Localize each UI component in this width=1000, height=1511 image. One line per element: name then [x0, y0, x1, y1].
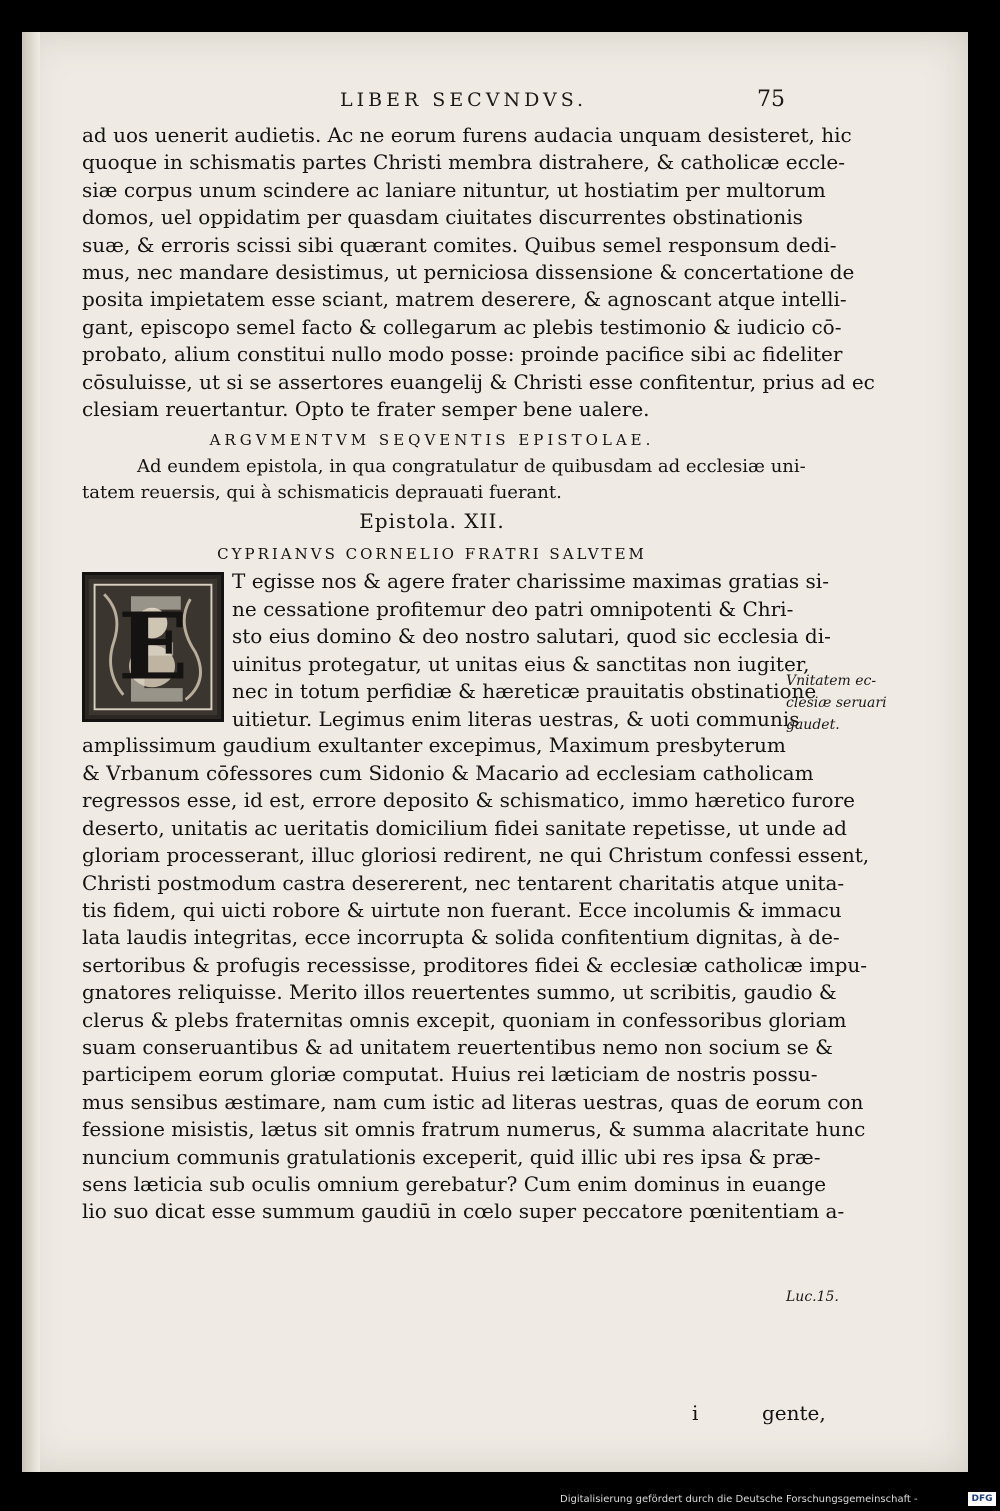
- argument-line: tatem reuersis, qui à schismaticis deprauati fuerant.: [82, 482, 562, 504]
- catchword: gente,: [762, 1401, 826, 1425]
- argument-heading: ARGVMENTVM SEQVENTIS EPISTOLAE.: [209, 431, 655, 450]
- text-line: fessione misistis, lætus sit omnis fratrum numerus, & summa alacritate hunc: [82, 1117, 866, 1142]
- text-line: domos, uel oppidatim per quasdam ciuitates discurrentes obstinationis: [82, 205, 803, 230]
- marginal-line: Vnitatem ec-: [786, 673, 877, 689]
- text-line: T egisse nos & agere frater charissime maximas gratias si-: [232, 569, 829, 594]
- signature-mark: i: [692, 1401, 699, 1425]
- text-line: quoque in schismatis partes Christi membra distrahere, & catholicæ eccle-: [82, 150, 846, 175]
- initial-letter: E: [117, 593, 189, 702]
- text-line: gloriam processerant, illuc gloriosi redirent, ne qui Christum confessi essent,: [82, 843, 870, 868]
- argument-line: Ad eundem epistola, in qua congratulatur de quibusdam ad ecclesiæ uni-: [137, 456, 806, 478]
- page-gutter: [22, 32, 40, 1472]
- epistle-number: Epistola. XII.: [359, 509, 505, 534]
- epistle-address: CYPRIANVS CORNELIO FRATRI SALVTEM: [217, 545, 647, 564]
- text-line: amplissimum gaudium exultanter excepimus, Maximum presbyterum: [82, 733, 786, 758]
- marginal-reference: Luc.15.: [786, 1289, 839, 1305]
- text-line: sens læticia sub oculis omnium gerebatur? Cum enim dominus in euange: [82, 1171, 827, 1196]
- text-line: uinitus protegatur, ut unitas eius & sanctitas non iugiter,: [232, 651, 810, 676]
- text-line: clerus & plebs fraternitas omnis excepit, quoniam in confessoribus gloriam: [82, 1007, 847, 1032]
- text-line: ne cessatione profitemur deo patri omnipotenti & Chri-: [232, 596, 794, 621]
- text-line: lata laudis integritas, ecce incorrupta & solida confitentium dignitas, à de-: [82, 925, 840, 950]
- text-line: ad uos uenerit audietis. Ac ne eorum furens audacia unquam desisteret, hic: [82, 123, 852, 147]
- text-line: sertoribus & profugis recessisse, proditores fidei & ecclesiæ catholicæ impu-: [82, 952, 868, 977]
- text-line: & Vrbanum cōfessores cum Sidonio & Macario ad ecclesiam catholicam: [82, 760, 814, 785]
- folio-number: 75: [757, 87, 785, 112]
- text-line: nuncium communis gratulationis exceperit, quid illic ubi res ipsa & præ-: [82, 1144, 821, 1169]
- text-line: gant, episcopo semel facto & collegarum ac plebis testimonio & iudicio cō-: [82, 314, 842, 339]
- decorated-initial-icon: [82, 572, 224, 722]
- text-line: probato, alium constitui nullo modo posse: proinde pacifice sibi ac fideliter: [82, 342, 843, 367]
- marginal-line: clesiæ seruari: [786, 695, 887, 711]
- marginal-line: gaudet.: [786, 717, 840, 733]
- page-foot: [82, 1400, 826, 1428]
- text-line: sto eius domino & deo nostro salutari, quod sic ecclesia di-: [232, 624, 831, 649]
- text-line: uitietur. Legimus enim literas uestras, & uoti communis: [232, 706, 800, 731]
- page-header: [22, 87, 968, 117]
- text-line: suam conseruantibus & ad unitatem reuertentibus nemo non socium se &: [82, 1034, 833, 1059]
- text-line: clesiam reuertantur. Opto te frater semper bene ualere.: [82, 397, 650, 422]
- marginal-note: [786, 670, 887, 736]
- text-line: participem eorum gloriæ computat. Huius rei læticiam de nostris possu-: [82, 1062, 818, 1087]
- text-line: nec in totum perfidiæ & hæreticæ prauitatis obstinatione: [232, 679, 817, 704]
- text-line: siæ corpus unum scindere ac laniare nituntur, ut hostiatim per multorum: [82, 177, 826, 202]
- text-line: lio suo dicat esse summum gaudiū in cœlo super peccatore pœnitentiam a-: [82, 1199, 845, 1224]
- text-line: cōsuluisse, ut si se assertores euangelij & Christi esse confitentur, prius ad ec: [82, 369, 875, 394]
- running-head: LIBER SECVNDVS.: [340, 89, 588, 111]
- body-paragraph: [82, 122, 875, 423]
- digitization-credit: Digitalisierung gefördert durch die Deutsche Forschungsgemeinschaft -: [560, 1494, 918, 1505]
- book-page: [22, 32, 968, 1472]
- text-line: mus, nec mandare desistimus, ut perniciosa dissensione & concertatione de: [82, 260, 855, 285]
- text-line: Christi postmodum castra desererent, nec tentarent charitatis atque unita-: [82, 870, 845, 895]
- dfg-logo: DFG: [968, 1492, 996, 1506]
- epistle-body: [82, 732, 870, 1225]
- initial-woodcut: [85, 575, 221, 719]
- text-line: mus sensibus æstimare, nam cum istic ad literas uestras, quas de eorum con: [82, 1089, 864, 1114]
- text-line: regressos esse, id est, errore deposito & schismatico, immo hæretico furore: [82, 788, 855, 813]
- text-line: gnatores reliquisse. Merito illos reuertentes summo, ut scribitis, gaudio &: [82, 980, 837, 1005]
- text-line: posita impietatem esse sciant, matrem deserere, & agnoscant atque intelli-: [82, 287, 847, 312]
- text-line: suæ, & erroris scissi sibi quærant comites. Quibus semel responsum dedi-: [82, 232, 837, 257]
- text-line: tis fidem, qui uicti robore & uirtute non fuerant. Ecce incolumis & immacu: [82, 897, 842, 922]
- text-line: deserto, unitatis ac ueritatis domicilium fidei sanitate repetisse, ut unde ad: [82, 815, 847, 840]
